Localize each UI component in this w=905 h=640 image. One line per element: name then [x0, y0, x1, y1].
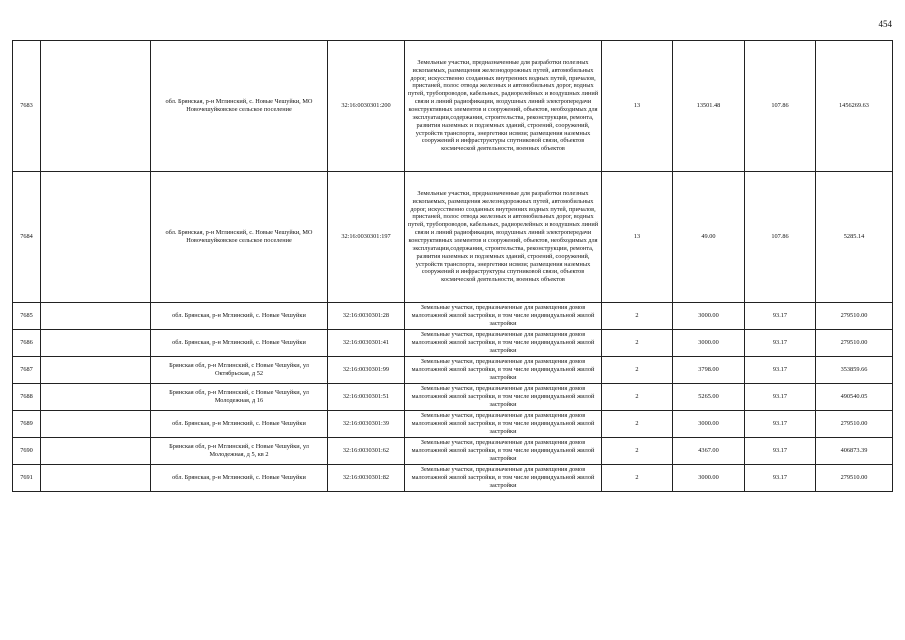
table-row — [13, 384, 893, 411]
address-cell: обл. Брянская, р-н Мглинский, с. Новые Чешуйки — [151, 465, 328, 492]
cadastral-value-cell: 406873.39 — [816, 438, 893, 465]
address-cell: обл. Брянская, р-н Мглинский, с. Новые Чешуйки — [151, 411, 328, 438]
cadastral-number-cell: 32:16:0030301:39 — [328, 411, 405, 438]
area-cell: 3000.00 — [673, 465, 745, 492]
category-code-cell: 2 — [602, 465, 673, 492]
land-use-cell: Земельные участки, предназначенные для размещения домов малоэтажной жилой застройки, в том числе индивидуальной жилой застройки — [405, 411, 602, 438]
address-cell: Брянская обл, р-н Мглинский, с Новые Чешуйки, ул Молодежная, д 5, кв 2 — [151, 438, 328, 465]
land-use-cell: Земельные участки, предназначенные для разработки полезных ископаемых, размещения железнодорожных путей, автомобильных дорог, искусственно созданных внутренних водных путей, причалов, пристаней, полос отвода железных и автомобильных дорог, водных путей, трубопроводов, кабельных, радиорелейных и воздушных линий связи и линий радиофикации, воздушных линий электропередачи конструктивных элементов и сооружений, объектов, необходимых для эксплуатации,содержания, строительства, реконструкции, ремонта, развития наземных и подземных зданий, строений, сооружений, устройств транспорта, энергетики исвязи; размещения наземных сооружений и инфраструктуры спутниковой связи, объектов космической деятельности, военных объектов — [405, 41, 602, 172]
table-row — [13, 172, 893, 303]
address-cell: обл. Брянская, р-н Мглинский, с. Новые Чешуйки — [151, 303, 328, 330]
area-cell: 49.00 — [673, 172, 745, 303]
blank-cell — [41, 438, 151, 465]
blank-cell — [41, 330, 151, 357]
cadastral-number-cell: 32:16:0030301:41 — [328, 330, 405, 357]
address-cell: обл. Брянская, р-н Мглинский, с. Новые Чешуйки — [151, 330, 328, 357]
cadastral-value-cell: 279510.00 — [816, 303, 893, 330]
table-row — [13, 41, 893, 172]
category-code-cell: 2 — [602, 330, 673, 357]
rate-cell: 93.17 — [745, 411, 816, 438]
table-row — [13, 357, 893, 384]
rate-cell: 93.17 — [745, 438, 816, 465]
page-number: 454 — [878, 19, 892, 29]
address-cell: обл. Брянская, р-н Мглинский, с. Новые Чешуйки, МО Новочешуйковское сельское поселение — [151, 41, 328, 172]
table-row — [13, 438, 893, 465]
rate-cell: 93.17 — [745, 384, 816, 411]
area-cell: 4367.00 — [673, 438, 745, 465]
blank-cell — [41, 411, 151, 438]
rate-cell: 93.17 — [745, 330, 816, 357]
cadastral-value-cell: 279510.00 — [816, 330, 893, 357]
cadastral-number-cell: 32:16:0030301:200 — [328, 41, 405, 172]
category-code-cell: 2 — [602, 303, 673, 330]
cadastral-value-cell: 490540.05 — [816, 384, 893, 411]
land-use-cell: Земельные участки, предназначенные для разработки полезных ископаемых, размещения железнодорожных путей, автомобильных дорог, искусственно созданных внутренних водных путей, причалов, пристаней, полос отвода железных и автомобильных дорог, водных путей, трубопроводов, кабельных, радиорелейных и воздушных линий связи и линий радиофикации, воздушных линий электропередачи конструктивных элементов и сооружений, объектов, необходимых для эксплуатации,содержания, строительства, реконструкции, ремонта, развития наземных и подземных зданий, строений, сооружений, устройств транспорта, энергетики исвязи; размещения наземных сооружений и инфраструктуры спутниковой связи, объектов космической деятельности, военных объектов — [405, 172, 602, 303]
area-cell: 3000.00 — [673, 411, 745, 438]
land-use-cell: Земельные участки, предназначенные для размещения домов малоэтажной жилой застройки, в том числе индивидуальной жилой застройки — [405, 384, 602, 411]
land-use-cell: Земельные участки, предназначенные для размещения домов малоэтажной жилой застройки, в том числе индивидуальной жилой застройки — [405, 330, 602, 357]
address-cell: обл. Брянская, р-н Мглинский, с. Новые Чешуйки, МО Новочешуйковское сельское поселение — [151, 172, 328, 303]
rate-cell: 107.86 — [745, 41, 816, 172]
table-row — [13, 330, 893, 357]
land-use-cell: Земельные участки, предназначенные для размещения домов малоэтажной жилой застройки, в том числе индивидуальной жилой застройки — [405, 357, 602, 384]
area-cell: 3000.00 — [673, 303, 745, 330]
table-row — [13, 465, 893, 492]
cadastral-number-cell: 32:16:0030301:99 — [328, 357, 405, 384]
category-code-cell: 2 — [602, 411, 673, 438]
cadastral-number-cell: 32:16:0030301:62 — [328, 438, 405, 465]
blank-cell — [41, 465, 151, 492]
cadastral-value-cell: 5285.14 — [816, 172, 893, 303]
cadastral-value-cell: 1456269.63 — [816, 41, 893, 172]
area-cell: 13501.48 — [673, 41, 745, 172]
row-number: 7683 — [13, 41, 41, 172]
land-use-cell: Земельные участки, предназначенные для размещения домов малоэтажной жилой застройки, в том числе индивидуальной жилой застройки — [405, 438, 602, 465]
table-row — [13, 411, 893, 438]
cadastral-value-cell: 353859.66 — [816, 357, 893, 384]
row-number: 7689 — [13, 411, 41, 438]
category-code-cell: 13 — [602, 41, 673, 172]
address-cell: Брянская обл, р-н Мглинский, с Новые Чешуйки, ул Молодежная, д 16 — [151, 384, 328, 411]
cadastral-number-cell: 32:16:0030301:28 — [328, 303, 405, 330]
category-code-cell: 13 — [602, 172, 673, 303]
category-code-cell: 2 — [602, 438, 673, 465]
land-use-cell: Земельные участки, предназначенные для размещения домов малоэтажной жилой застройки, в том числе индивидуальной жилой застройки — [405, 465, 602, 492]
row-number: 7691 — [13, 465, 41, 492]
area-cell: 3798.00 — [673, 357, 745, 384]
rate-cell: 93.17 — [745, 465, 816, 492]
address-cell: Брянская обл, р-н Мглинский, с Новые Чешуйки, ул Октябрьская, д 52 — [151, 357, 328, 384]
cadastral-number-cell: 32:16:0030301:51 — [328, 384, 405, 411]
row-number: 7690 — [13, 438, 41, 465]
rate-cell: 93.17 — [745, 357, 816, 384]
table-row — [13, 303, 893, 330]
cadastral-value-cell: 279510.00 — [816, 465, 893, 492]
row-number: 7686 — [13, 330, 41, 357]
blank-cell — [41, 172, 151, 303]
blank-cell — [41, 303, 151, 330]
cadastral-value-cell: 279510.00 — [816, 411, 893, 438]
row-number: 7684 — [13, 172, 41, 303]
blank-cell — [41, 357, 151, 384]
row-number: 7688 — [13, 384, 41, 411]
area-cell: 5265.00 — [673, 384, 745, 411]
row-number: 7685 — [13, 303, 41, 330]
rate-cell: 93.17 — [745, 303, 816, 330]
land-use-cell: Земельные участки, предназначенные для размещения домов малоэтажной жилой застройки, в том числе индивидуальной жилой застройки — [405, 303, 602, 330]
land-registry-table — [12, 40, 893, 492]
blank-cell — [41, 41, 151, 172]
cadastral-number-cell: 32:16:0030301:197 — [328, 172, 405, 303]
rate-cell: 107.86 — [745, 172, 816, 303]
row-number: 7687 — [13, 357, 41, 384]
category-code-cell: 2 — [602, 357, 673, 384]
area-cell: 3000.00 — [673, 330, 745, 357]
blank-cell — [41, 384, 151, 411]
cadastral-number-cell: 32:16:0030301:82 — [328, 465, 405, 492]
category-code-cell: 2 — [602, 384, 673, 411]
